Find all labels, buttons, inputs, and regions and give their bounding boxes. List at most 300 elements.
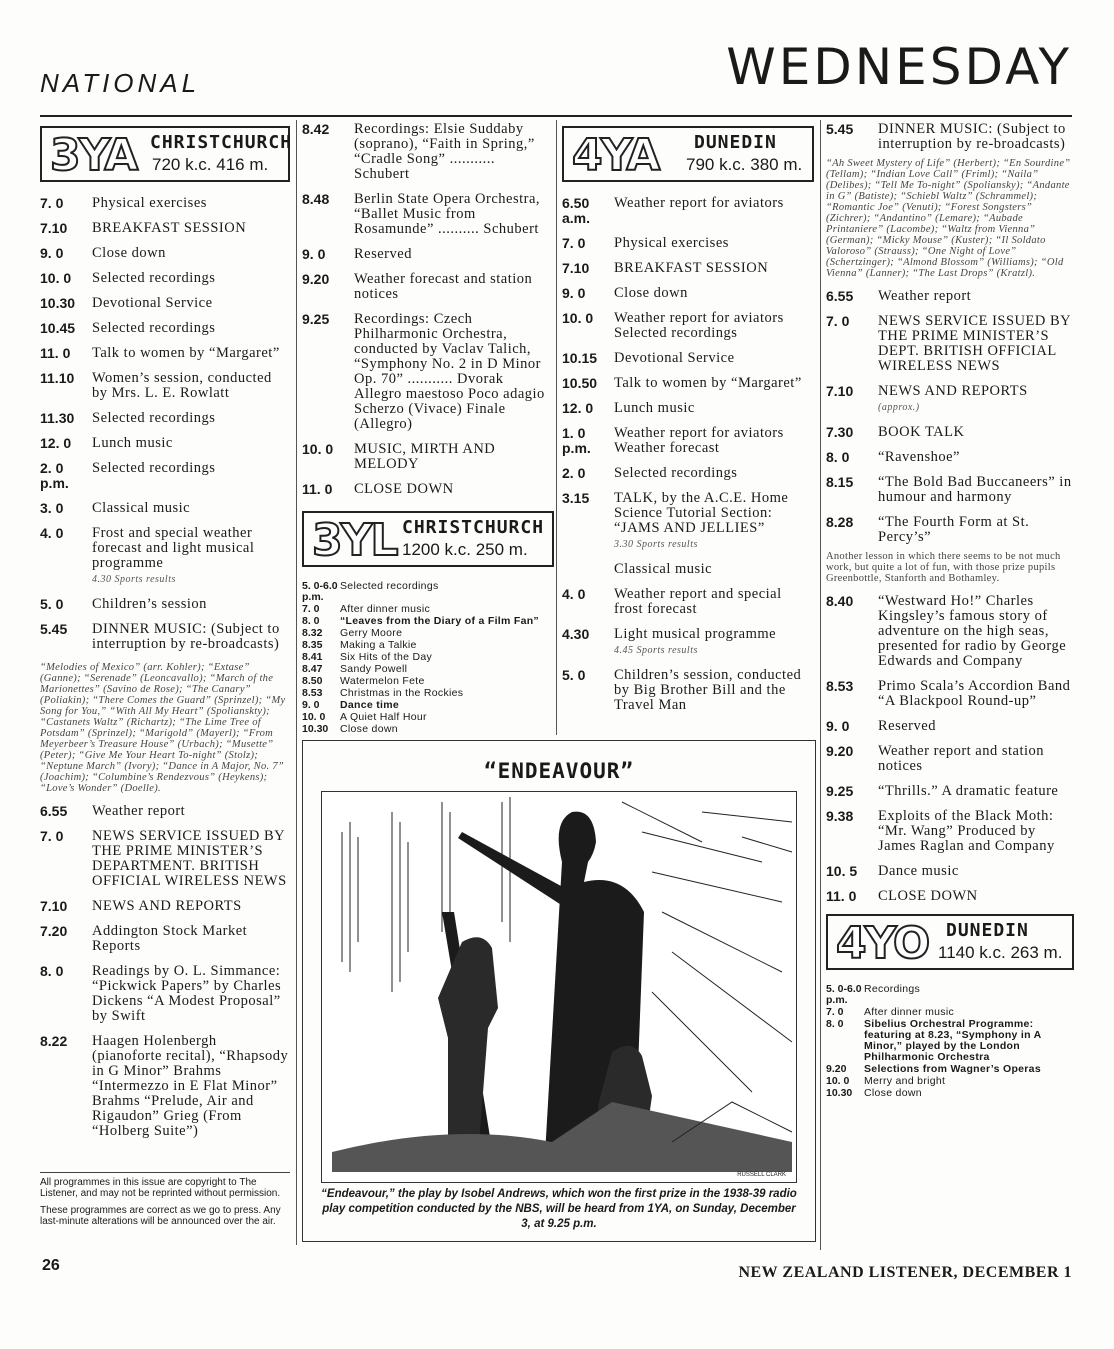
programme-time: 8. 0 xyxy=(302,615,320,627)
programme-description xyxy=(92,924,290,954)
programme-text: Six Hits of the Day xyxy=(340,651,433,663)
page-number: 26 xyxy=(42,1257,60,1274)
programme-text: Lunch music xyxy=(92,435,173,451)
programme-description xyxy=(354,482,554,497)
programme-description xyxy=(878,594,1074,669)
programme-description xyxy=(878,314,1074,374)
programme-description xyxy=(864,1007,1074,1018)
programme-time: 10. 0 xyxy=(302,441,334,457)
programme-text: Reserved xyxy=(354,246,412,262)
programme-text: Devotional Service xyxy=(614,350,735,366)
programme-item xyxy=(40,436,290,451)
station-call: 3YA xyxy=(50,130,137,181)
programme-item xyxy=(302,628,554,639)
header-rule xyxy=(40,115,1072,117)
programme-item xyxy=(826,744,1074,774)
programme-text: After dinner music xyxy=(340,603,431,615)
column-3ya-continued xyxy=(302,122,554,736)
programme-description xyxy=(878,122,1074,152)
programme-text: “The Fourth Form at St. Percy’s” xyxy=(878,514,1030,545)
programme-item xyxy=(40,296,290,311)
programme-item xyxy=(826,289,1074,304)
programme-description xyxy=(92,1034,290,1139)
programme-list xyxy=(562,196,814,713)
programme-time: 7. 0 xyxy=(40,828,64,844)
programme-text: Selections from Wagner’s Operas xyxy=(864,1063,1041,1075)
programme-text: Watermelon Fete xyxy=(340,675,425,687)
programme-description xyxy=(340,664,554,675)
programme-time: 10. 5 xyxy=(826,863,858,879)
programme-item xyxy=(826,1064,1074,1075)
programme-time: 9. 0 xyxy=(826,718,850,734)
programme-time: 8.41 xyxy=(302,651,323,663)
dinner-music-list: “Melodies of Mexico” (arr. Kohler); “Extase” (Ganne); “Serenade” (Leoncavallo); “March of the Marionettes” (Savino de Rose); “The Canary” (Poliakin); “There Comes the Guard” (Sprinzel); “My Song for You,” “With All My Heart” (Spolianskty); “Castanets Waltz” (Richartz); “The Lime Tree of Potsdam” (Sprinzel); “Marigold” (Mayerl); “From Meyerbeer’s Treasure House” (Urbach); “Musette” (Peter); “Give Me Your Heart To-night” (Stolz); “Neptune March” (Ivory); “Dance in A Major, No. 7” (Joachim); “Columbine’s Rendezvous” (Heykens); “Love’s Wonder” (Doelle). xyxy=(40,662,286,794)
programme-time: 8.22 xyxy=(40,1033,68,1049)
programme-description xyxy=(92,526,290,587)
programme-time: 2. 0 p.m. xyxy=(40,460,69,491)
programme-item xyxy=(40,321,290,336)
programme-item xyxy=(826,515,1074,545)
station-city: DUNEDIN xyxy=(694,132,777,153)
programme-item xyxy=(562,261,814,276)
programme-text: MUSIC, MIRTH AND MELODY xyxy=(354,441,496,472)
programme-item xyxy=(40,221,290,236)
programme-description xyxy=(614,466,814,481)
programme-text: Dance time xyxy=(340,699,400,711)
programme-list-small xyxy=(302,581,554,735)
programme-text: Light musical programme xyxy=(614,626,777,642)
programme-item xyxy=(826,864,1074,879)
station-call: 4YO xyxy=(836,918,929,969)
programme-text: Exploits of the Black Moth: “Mr. Wang” Produced by James Raglan and Company xyxy=(878,808,1055,854)
programme-time: 10.30 xyxy=(302,723,329,735)
programme-description xyxy=(354,442,554,472)
programme-text: Physical exercises xyxy=(614,235,729,251)
programme-item xyxy=(302,192,554,237)
programme-text: After dinner music xyxy=(864,1006,955,1018)
station-city: CHRISTCHURCH xyxy=(150,132,293,153)
programme-text: Weather report xyxy=(878,288,972,304)
programme-text: “Westward Ho!” Charles Kingsley’s famous story of adventure on the high seas, presented for radio by George Edwards and Company xyxy=(878,593,1067,669)
programme-text: Sandy Powell xyxy=(340,663,408,675)
programme-description xyxy=(878,450,1074,465)
programme-time: 10.50 xyxy=(562,375,598,391)
programme-item xyxy=(826,889,1074,904)
programme-description xyxy=(614,376,814,391)
programme-description xyxy=(92,196,290,211)
programme-text: Close down xyxy=(340,723,398,735)
programme-item xyxy=(826,425,1074,440)
programme-text: Selected recordings xyxy=(92,410,216,426)
artist-signature: RUSSELL CLARK xyxy=(737,1172,786,1178)
programme-item xyxy=(562,236,814,251)
programme-text: Close down xyxy=(614,285,688,301)
programme-text: Weather report for aviators Weather forecast xyxy=(614,425,784,456)
programme-time xyxy=(562,562,614,577)
programme-description xyxy=(92,321,290,336)
programme-text: BREAKFAST SESSION xyxy=(92,220,247,236)
programme-item xyxy=(40,964,290,1024)
programme-description xyxy=(92,804,290,819)
programme-text: BREAKFAST SESSION xyxy=(614,260,769,276)
column-divider xyxy=(556,120,557,735)
column-4ya xyxy=(562,122,814,723)
programme-item xyxy=(562,668,814,713)
programme-text: NEWS AND REPORTS xyxy=(878,383,1028,399)
programme-description xyxy=(864,1064,1074,1075)
programme-description xyxy=(878,515,1074,545)
programme-item xyxy=(562,196,814,226)
programme-text: NEWS SERVICE ISSUED BY THE PRIME MINISTER’S DEPT. BRITISH OFFICIAL WIRELESS NEWS xyxy=(878,313,1071,374)
programme-description xyxy=(354,192,554,237)
programme-item xyxy=(826,475,1074,505)
programme-text: DINNER MUSIC: (Subject to interruption by re-broadcasts) xyxy=(92,621,280,652)
programme-description xyxy=(864,1076,1074,1087)
programme-text: Weather forecast and station notices xyxy=(354,271,533,302)
copyright-text: All programmes in this issue are copyright to The Listener, and may not be reprinted without permission. xyxy=(40,1177,281,1199)
programme-text: Selected recordings xyxy=(340,580,439,592)
programme-item xyxy=(562,627,814,658)
programme-description xyxy=(340,581,554,603)
programme-text: Close down xyxy=(92,245,166,261)
programme-time: 8.35 xyxy=(302,639,323,651)
programme-time: 5.45 xyxy=(826,121,854,137)
programme-item xyxy=(40,924,290,954)
programme-time: 8.32 xyxy=(302,627,323,639)
programme-item xyxy=(40,246,290,261)
programme-time: 8.53 xyxy=(302,687,323,699)
programme-item xyxy=(302,616,554,627)
programme-description xyxy=(614,491,814,552)
programme-text: “Ravenshoe” xyxy=(878,449,960,465)
programme-description xyxy=(878,889,1074,904)
programme-text: Selected recordings xyxy=(92,320,216,336)
programme-description xyxy=(614,562,814,577)
programme-text: Weather report for aviators Selected recordings xyxy=(614,310,784,341)
programme-list-small xyxy=(826,984,1074,1099)
endeavour-feature xyxy=(302,740,816,1242)
programme-item xyxy=(562,311,814,341)
programme-item xyxy=(826,809,1074,854)
copyright-notice xyxy=(40,1172,290,1227)
programme-time: 9.20 xyxy=(826,743,854,759)
programme-item xyxy=(40,804,290,819)
programme-time: 7. 0 xyxy=(562,235,586,251)
programme-list xyxy=(826,594,1074,904)
programme-description xyxy=(92,346,290,361)
programme-description xyxy=(340,604,554,615)
programme-time: 4.30 xyxy=(562,626,590,642)
programme-item xyxy=(40,1034,290,1139)
programme-time: 7.10 xyxy=(40,898,68,914)
station-logo-3ya xyxy=(40,126,293,182)
programme-item xyxy=(562,376,814,391)
station-logo-4yo xyxy=(826,914,1074,970)
programme-description xyxy=(92,221,290,236)
programme-text: Readings by O. L. Simmance: “Pickwick Papers” by Charles Dickens “A Modest Proposal” by Swift xyxy=(92,963,282,1024)
column-3ya xyxy=(40,122,293,1149)
programme-text: Selected recordings xyxy=(92,270,216,286)
programme-time: 9. 0 xyxy=(562,285,586,301)
programme-text: Talk to women by “Margaret” xyxy=(92,345,280,361)
programme-text: Weather report and special frost forecast xyxy=(614,586,782,617)
station-call: 4YA xyxy=(572,130,659,181)
programme-text: A Quiet Half Hour xyxy=(340,711,427,723)
programme-description xyxy=(614,196,814,226)
programme-description xyxy=(864,1088,1074,1099)
programme-time: 8.47 xyxy=(302,663,323,675)
column-divider xyxy=(296,120,297,1245)
programme-time: 7. 0 xyxy=(302,603,320,615)
programme-text: Selected recordings xyxy=(92,460,216,476)
programme-text: CLOSE DOWN xyxy=(878,888,978,904)
programme-item xyxy=(562,401,814,416)
programme-time: 5. 0-6.0 p.m. xyxy=(302,580,338,603)
programme-time: 5. 0 xyxy=(40,596,64,612)
programme-item xyxy=(40,411,290,426)
programme-text: TALK, by the A.C.E. Home Science Tutorial Section: “JAMS AND JELLIES” xyxy=(614,490,789,536)
programme-time: 8. 0 xyxy=(40,963,64,979)
programme-item xyxy=(302,122,554,182)
programme-item xyxy=(826,594,1074,669)
programme-text: Classical music xyxy=(92,500,191,516)
programme-time: 8.28 xyxy=(826,514,854,530)
programme-description xyxy=(92,246,290,261)
programme-item xyxy=(826,314,1074,374)
programme-item xyxy=(302,700,554,711)
programme-description xyxy=(92,296,290,311)
station-frequency: 720 k.c. 416 m. xyxy=(152,155,269,174)
programme-description xyxy=(614,401,814,416)
programme-description xyxy=(878,475,1074,505)
programme-time: 12. 0 xyxy=(562,400,594,416)
programme-item xyxy=(40,597,290,612)
programme-description xyxy=(340,688,554,699)
programme-item xyxy=(562,587,814,617)
programme-item xyxy=(826,784,1074,799)
publication-footer: NEW ZEALAND LISTENER, DECEMBER 1 xyxy=(738,1264,1072,1281)
feature-title: “ENDEAVOUR” xyxy=(483,759,635,783)
programme-time: 9. 0 xyxy=(40,245,64,261)
programme-description xyxy=(878,719,1074,734)
programme-item xyxy=(562,491,814,552)
station-city: DUNEDIN xyxy=(946,920,1029,941)
programme-time: 7.10 xyxy=(562,260,590,276)
programme-text: DINNER MUSIC: (Subject to interruption by re-broadcasts) xyxy=(878,121,1066,152)
programme-item xyxy=(40,371,290,401)
programme-time: 2. 0 xyxy=(562,465,586,481)
programme-item xyxy=(302,724,554,735)
programme-item xyxy=(826,1019,1074,1063)
station-frequency: 790 k.c. 380 m. xyxy=(686,155,803,174)
programme-text: Children’s session xyxy=(92,596,207,612)
programme-list xyxy=(40,196,290,652)
programme-time: 1. 0 p.m. xyxy=(562,425,591,456)
programme-time: 10.30 xyxy=(40,295,76,311)
programme-item xyxy=(40,829,290,889)
programme-time: 10.15 xyxy=(562,350,598,366)
programme-time: 11.10 xyxy=(40,370,75,386)
programme-time: 8.48 xyxy=(302,191,330,207)
programme-item xyxy=(826,384,1074,415)
programme-time: 8. 0 xyxy=(826,1018,844,1030)
programme-text: Weather report xyxy=(92,803,186,819)
programme-time: 9. 0 xyxy=(302,246,326,262)
programme-time: 9.25 xyxy=(302,311,330,327)
programme-text: “Thrills.” A dramatic feature xyxy=(878,783,1059,799)
dinner-music-list: “Ah Sweet Mystery of Life” (Herbert); “En Sourdine” (Tellam); “Indian Love Call” (Friml); “Naila” (Delibes); “Tell Me To-night” (Spoliansky); “Andante in G” (Batiste); “Schiebl Waltz” (Schrammel); “Romantic Joe” (Venuti); “Forest Songsters” (Zichrer); “Andantino” (Lemare); “Aubade Printaniere” (Lacombe); “Waltz from Vienna” (German); “Micky Mouse” (Kuster); “Il Soldato Valoroso” (Strauss); “One Night of Love” (Schertzinger); “Almond Blossom” (Williams); “Old Vienna” (Lanner); “The Last Drops” (Kratzl). xyxy=(826,158,1071,279)
programme-text: CLOSE DOWN xyxy=(354,481,454,497)
programme-time: 8.15 xyxy=(826,474,854,490)
programme-time: 8.53 xyxy=(826,678,854,694)
programme-text: “Leaves from the Diary of a Film Fan” xyxy=(340,615,539,627)
programme-item xyxy=(40,461,290,491)
station-logo-4ya xyxy=(562,126,814,182)
programme-time: 10. 0 xyxy=(826,1075,850,1087)
programme-item xyxy=(562,466,814,481)
programme-list xyxy=(826,289,1074,545)
programme-description xyxy=(614,351,814,366)
programme-time: 4. 0 xyxy=(40,525,64,541)
programme-description xyxy=(614,426,814,456)
programme-item xyxy=(302,312,554,432)
programme-description xyxy=(92,597,290,612)
programme-text: Dance music xyxy=(878,863,959,879)
programme-time: 10.30 xyxy=(826,1087,853,1099)
programme-item xyxy=(302,247,554,262)
station-frequency: 1200 k.c. 250 m. xyxy=(402,540,528,559)
programme-description xyxy=(340,676,554,687)
programme-item xyxy=(302,664,554,675)
programme-description xyxy=(92,501,290,516)
programme-time: 9.20 xyxy=(826,1063,847,1075)
programme-time: 7.10 xyxy=(40,220,68,236)
programme-time: 9.20 xyxy=(302,271,330,287)
programme-description xyxy=(878,384,1074,415)
programme-text: Lunch music xyxy=(614,400,695,416)
programme-item xyxy=(302,581,554,603)
programme-text: BOOK TALK xyxy=(878,424,965,440)
column-4ya-continued xyxy=(826,122,1074,1100)
programme-text: Physical exercises xyxy=(92,195,207,211)
programme-description xyxy=(340,724,554,735)
programme-list xyxy=(302,122,554,497)
programme-description xyxy=(92,271,290,286)
programme-description xyxy=(340,628,554,639)
programme-description xyxy=(614,627,814,658)
programme-text: “The Bold Bad Buccaneers” in humour and harmony xyxy=(878,474,1072,505)
programme-item xyxy=(826,984,1074,1006)
programme-time: 8.50 xyxy=(302,675,323,687)
programme-time: 11.30 xyxy=(40,410,75,426)
programme-time: 6.50 a.m. xyxy=(562,195,591,226)
programme-description xyxy=(340,640,554,651)
section-label: NATIONAL xyxy=(40,68,201,98)
illustration-drawing xyxy=(322,792,796,1182)
programme-time: 6.55 xyxy=(40,803,68,819)
programme-description xyxy=(340,712,554,723)
programme-time: 3.15 xyxy=(562,490,590,506)
programme-description xyxy=(614,286,814,301)
programme-time: 11. 0 xyxy=(40,345,71,361)
alterations-text: These programmes are correct as we go to press. Any last-minute alterations will be announced over the air. xyxy=(40,1205,281,1227)
programme-time: 3. 0 xyxy=(40,500,64,516)
programme-description xyxy=(864,984,1074,1006)
programme-time: 10. 0 xyxy=(302,711,326,723)
programme-text: Selected recordings xyxy=(614,465,738,481)
programme-item xyxy=(302,482,554,497)
programme-item xyxy=(302,712,554,723)
programme-text: Christmas in the Rockies xyxy=(340,687,464,699)
programme-time: 4. 0 xyxy=(562,586,586,602)
programme-item xyxy=(562,286,814,301)
programme-item xyxy=(562,562,814,577)
programme-text: Frost and special weather forecast and light musical programme xyxy=(92,525,255,571)
programme-text: Recordings xyxy=(864,983,921,995)
programme-item xyxy=(826,122,1074,152)
programme-text: Berlin State Opera Orchestra, “Ballet Music from Rosamunde” .......... Schubert xyxy=(354,191,541,237)
programme-description xyxy=(614,587,814,617)
programme-time: 9.38 xyxy=(826,808,854,824)
programme-description xyxy=(614,261,814,276)
programme-time: 7. 0 xyxy=(826,1006,844,1018)
programme-description xyxy=(340,652,554,663)
programme-time: 10. 0 xyxy=(40,270,72,286)
programme-subnote: 4.30 Sports results xyxy=(92,574,176,585)
programme-description xyxy=(864,1019,1074,1063)
programme-item xyxy=(40,271,290,286)
programme-time: 5. 0 xyxy=(562,667,586,683)
programme-item xyxy=(40,622,290,652)
programme-text: Recordings: Elsie Suddaby (soprano), “Faith in Spring,” “Cradle Song” ........... Schubert xyxy=(354,121,535,182)
programme-list xyxy=(826,122,1074,152)
programme-time: 9.25 xyxy=(826,783,854,799)
programme-description xyxy=(92,622,290,652)
programme-description xyxy=(92,411,290,426)
programme-description xyxy=(354,272,554,302)
programme-description xyxy=(878,289,1074,304)
programme-text: Recordings: Czech Philharmonic Orchestra, conducted by Vaclav Talich, “Symphony No. 2 in D Minor Op. 70” ........... Dvorak Allegro maestoso Poco adagio Scherzo (Vivace) Finale (Allegro) xyxy=(354,311,545,432)
endeavour-illustration xyxy=(321,791,797,1183)
programme-item xyxy=(826,1007,1074,1018)
programme-time: 7. 0 xyxy=(40,195,64,211)
programme-description xyxy=(878,784,1074,799)
programme-time: 7.10 xyxy=(826,383,854,399)
programme-time: 10. 0 xyxy=(562,310,594,326)
programme-item xyxy=(40,346,290,361)
programme-description xyxy=(340,700,554,711)
programme-text: Haagen Holenbergh (pianoforte recital), “Rhapsody in G Minor” Brahms “Intermezzo in E Flat Minor” Brahms “Prelude, Air and Rigaudon” Grieg (From “Holberg Suite”) xyxy=(92,1033,289,1139)
programme-text: Women’s session, conducted by Mrs. L. E. Rowlatt xyxy=(92,370,272,401)
programme-subnote: (approx.) xyxy=(878,402,920,413)
programme-text: Weather report and station notices xyxy=(878,743,1045,774)
programme-item xyxy=(302,442,554,472)
programme-time: 10.45 xyxy=(40,320,76,336)
programme-text: NEWS AND REPORTS xyxy=(92,898,242,914)
programme-description xyxy=(878,425,1074,440)
programme-description xyxy=(354,122,554,182)
programme-description xyxy=(354,312,554,432)
programme-item xyxy=(40,899,290,914)
programme-time: 8.40 xyxy=(826,593,854,609)
programme-time: 8.42 xyxy=(302,121,330,137)
programme-item xyxy=(302,604,554,615)
programme-item xyxy=(826,679,1074,709)
programme-time: 11. 0 xyxy=(826,888,857,904)
programme-text: Classical music xyxy=(614,561,713,577)
programme-item xyxy=(302,272,554,302)
programme-text: Addington Stock Market Reports xyxy=(92,923,248,954)
